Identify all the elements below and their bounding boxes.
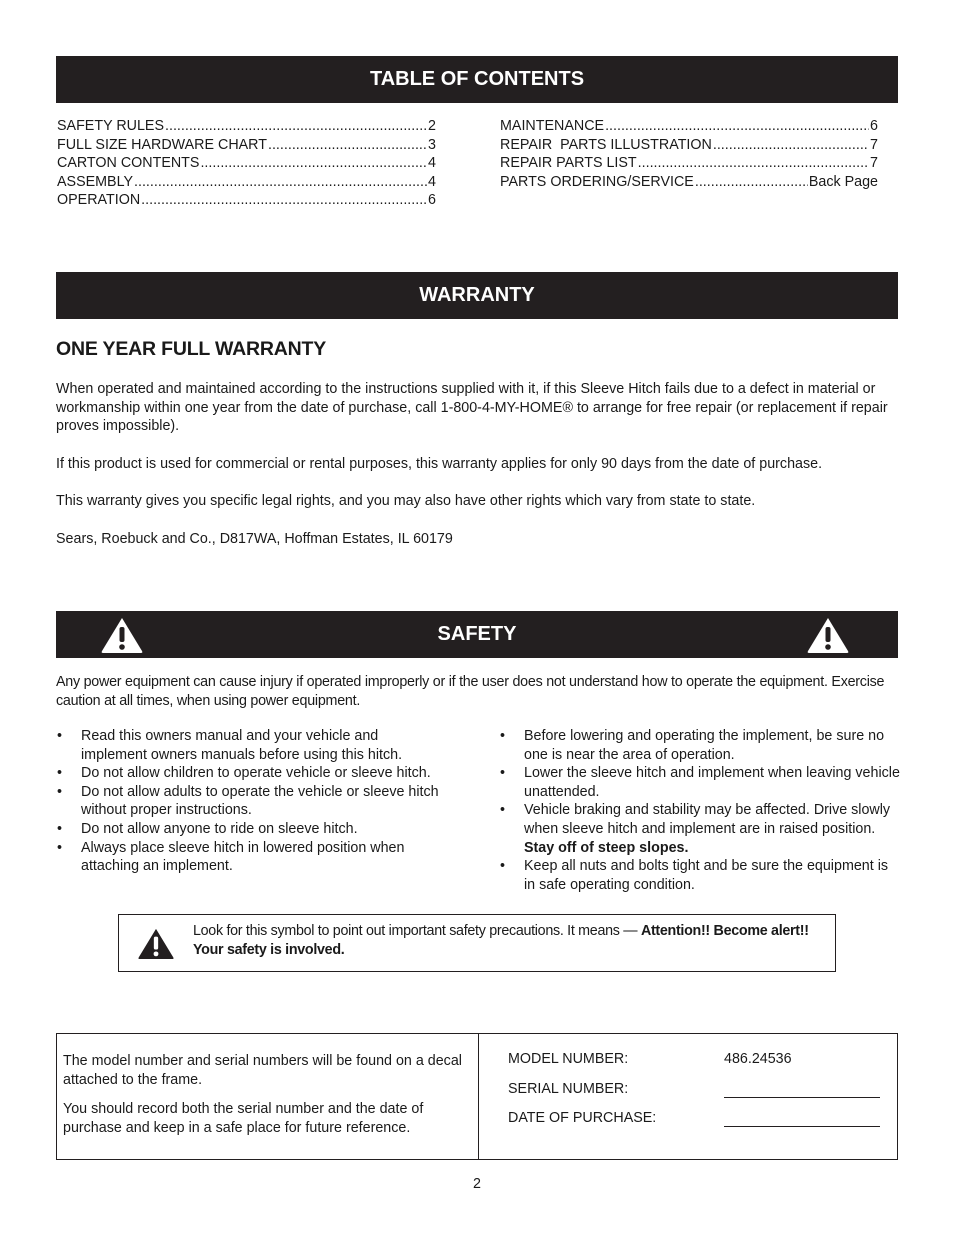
list-item: • Vehicle braking and stability may be affected. Drive slowly when sleeve hitch and implement are in raised position. Stay off of steep slopes. <box>499 801 901 857</box>
warning-triangle-icon <box>806 616 850 654</box>
toc-entry[interactable]: ASSEMBLY ..... 4 <box>57 173 436 192</box>
safety-notice-box <box>118 914 836 972</box>
page-number: 2 <box>473 1176 481 1192</box>
toc-entry[interactable]: SAFETY RULES ..... 2 <box>57 117 436 136</box>
list-item: • Do not allow children to operate vehicle or sleeve hitch. <box>56 764 446 783</box>
date-of-purchase-field[interactable] <box>724 1126 880 1127</box>
toc-left-column <box>57 117 436 210</box>
notice-text: Look for this symbol to point out important safety precautions. It means — Attention!! Become alert!! Your safety is involved. <box>193 923 809 958</box>
serial-number-label: SERIAL NUMBER: <box>508 1081 629 1097</box>
toc-entry[interactable]: MAINTENANCE ..... 6 <box>500 117 878 136</box>
warranty-paragraph: When operated and maintained according to the instructions supplied with it, if this Sleeve Hitch fails due to a defect in material or workmanship within one year from the date of purchase, call 1-800-4-MY-HOME® to arrange for free repair (or replacement if repair proves impossible). <box>56 381 888 434</box>
toc-entry[interactable]: REPAIR PARTS ILLUSTRATION ..... 7 <box>500 136 878 155</box>
safety-title: SAFETY <box>437 623 517 645</box>
list-item: • Always place sleeve hitch in lowered position when attaching an implement. <box>56 839 446 876</box>
toc-entry[interactable]: CARTON CONTENTS ..... 4 <box>57 154 436 173</box>
model-number-label: MODEL NUMBER: <box>508 1051 629 1067</box>
toc-entry[interactable]: FULL SIZE HARDWARE CHART ..... 3 <box>57 136 436 155</box>
warranty-paragraph: If this product is used for commercial or rental purposes, this warranty applies for only 90 days from the date of purchase. <box>56 456 823 472</box>
warning-triangle-icon <box>100 616 144 654</box>
serial-number-field[interactable] <box>724 1097 880 1098</box>
toc-header <box>56 56 898 103</box>
list-item: • Keep all nuts and bolts tight and be sure the equipment is in safe operating condition. <box>499 857 901 894</box>
toc-entry[interactable]: OPERATION ..... 6 <box>57 191 436 210</box>
toc-title: TABLE OF CONTENTS <box>369 68 585 90</box>
list-item: • Read this owners manual and your vehicle and implement owners manuals before using this hitch. <box>56 727 446 764</box>
toc-entry[interactable]: REPAIR PARTS LIST ..... 7 <box>500 154 878 173</box>
warranty-address: Sears, Roebuck and Co., D817WA, Hoffman Estates, IL 60179 <box>56 531 453 547</box>
toc-right-column <box>500 117 878 191</box>
model-info-notes <box>63 1052 473 1137</box>
model-info-box <box>56 1033 898 1160</box>
warranty-title: WARRANTY <box>419 284 535 306</box>
model-number-value: 486.24536 <box>724 1051 792 1067</box>
date-of-purchase-label: DATE OF PURCHASE: <box>508 1110 657 1126</box>
warning-triangle-icon <box>137 927 175 960</box>
safety-list-left <box>56 727 446 876</box>
divider <box>478 1034 479 1159</box>
safety-intro: Any power equipment can cause injury if operated improperly or if the user does not understand how to operate the equipment. Exercise caution at all times, when using power equipment. <box>56 674 885 709</box>
toc-entry[interactable]: PARTS ORDERING/SERVICE ..... Back Page <box>500 173 878 192</box>
list-item: • Lower the sleeve hitch and implement when leaving vehicle unattended. <box>499 764 901 801</box>
warranty-header <box>56 272 898 319</box>
list-item: • Do not allow anyone to ride on sleeve hitch. <box>56 820 446 839</box>
model-note: You should record both the serial number and the date of purchase and keep in a safe place for future reference. <box>63 1101 424 1136</box>
safety-list-right <box>499 727 901 894</box>
safety-header <box>56 611 898 658</box>
list-item: • Do not allow adults to operate the vehicle or sleeve hitch without proper instructions. <box>56 783 446 820</box>
list-item: • Before lowering and operating the implement, be sure no one is near the area of operation. <box>499 727 901 764</box>
warranty-heading: ONE YEAR FULL WARRANTY <box>56 338 327 360</box>
model-note: The model number and serial numbers will be found on a decal attached to the frame. <box>63 1053 462 1088</box>
warranty-paragraph: This warranty gives you specific legal rights, and you may also have other rights which vary from state to state. <box>56 493 756 509</box>
